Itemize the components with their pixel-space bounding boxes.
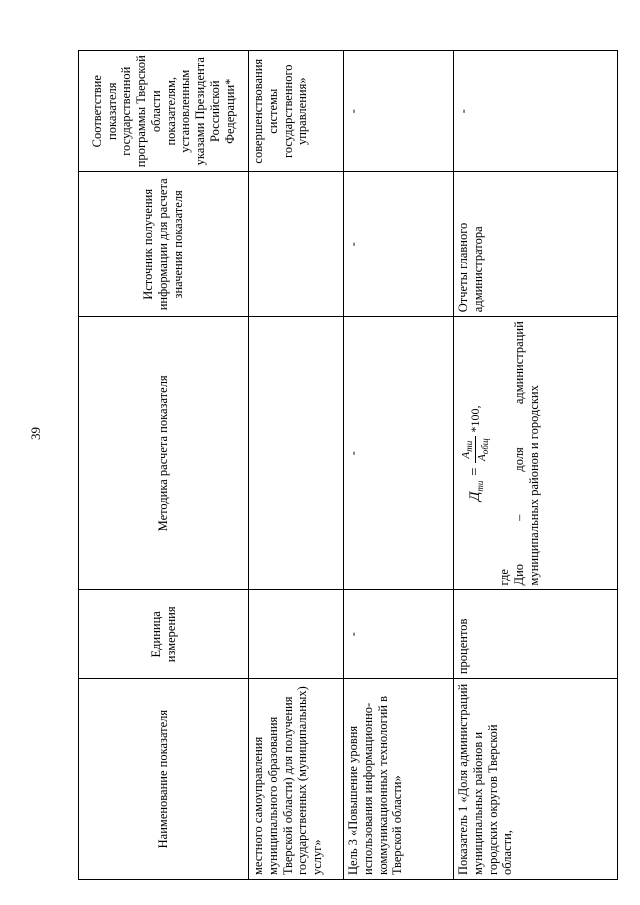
row2-source: -	[344, 172, 454, 317]
table-row	[249, 51, 344, 880]
method-line-2: муниципальных районов и городских	[526, 385, 541, 586]
method-line-1: Дио – доля администраций	[511, 321, 526, 586]
formula-fraction	[460, 436, 491, 463]
indicator-table-container	[78, 50, 617, 880]
row2-method: -	[344, 317, 454, 590]
row1-correspondence: совершенствования системы государственного управления»	[249, 51, 344, 172]
header-source: Источник получения информации для расчета значения показателя	[79, 172, 249, 317]
row2-unit: -	[344, 590, 454, 679]
formula-numerator: $А_{ти}$	[460, 436, 476, 463]
formula-denominator: $А_{общ}$	[476, 438, 491, 461]
table-header-row	[79, 51, 249, 880]
row1-unit	[249, 590, 344, 679]
formula	[460, 321, 491, 585]
indicator-table	[78, 50, 618, 880]
formula-lhs-sub: ти	[474, 480, 485, 492]
row2-name: Цель 3 «Повышение уровня использования информационно-коммуникационных технологий в Тверской области»	[344, 679, 454, 880]
row1-source	[249, 172, 344, 317]
formula-tail: *100,	[467, 405, 482, 433]
table-row	[344, 51, 454, 880]
row3-method	[454, 317, 618, 590]
header-correspondence: Соответствие показателя государственной программы Тверской области показателям, установленным указами Президента Российской Федерации*	[79, 51, 249, 172]
row3-name: Показатель 1 «Доля администраций муниципальных районов и городских округов Тверской области,	[454, 679, 618, 880]
formula-eq: =	[466, 466, 483, 477]
header-method: Методика расчета показателя	[79, 317, 249, 590]
row1-method	[249, 317, 344, 590]
row1-name: местного самоуправления муниципального образования Тверской области) для получения государственных (муниципальных) услуг»	[249, 679, 344, 880]
table-row	[454, 51, 618, 880]
row3-source: Отчеты главного администратора	[454, 172, 618, 317]
formula-lhs: Д	[466, 491, 483, 502]
header-unit: Единица измерения	[79, 590, 249, 679]
header-indicator-name: Наименование показателя	[79, 679, 249, 880]
page-number: 39	[28, 427, 43, 440]
method-where: где	[497, 569, 511, 586]
row2-correspondence: -	[344, 51, 454, 172]
row3-correspondence: -	[454, 51, 618, 172]
row3-unit: процентов	[454, 590, 618, 679]
